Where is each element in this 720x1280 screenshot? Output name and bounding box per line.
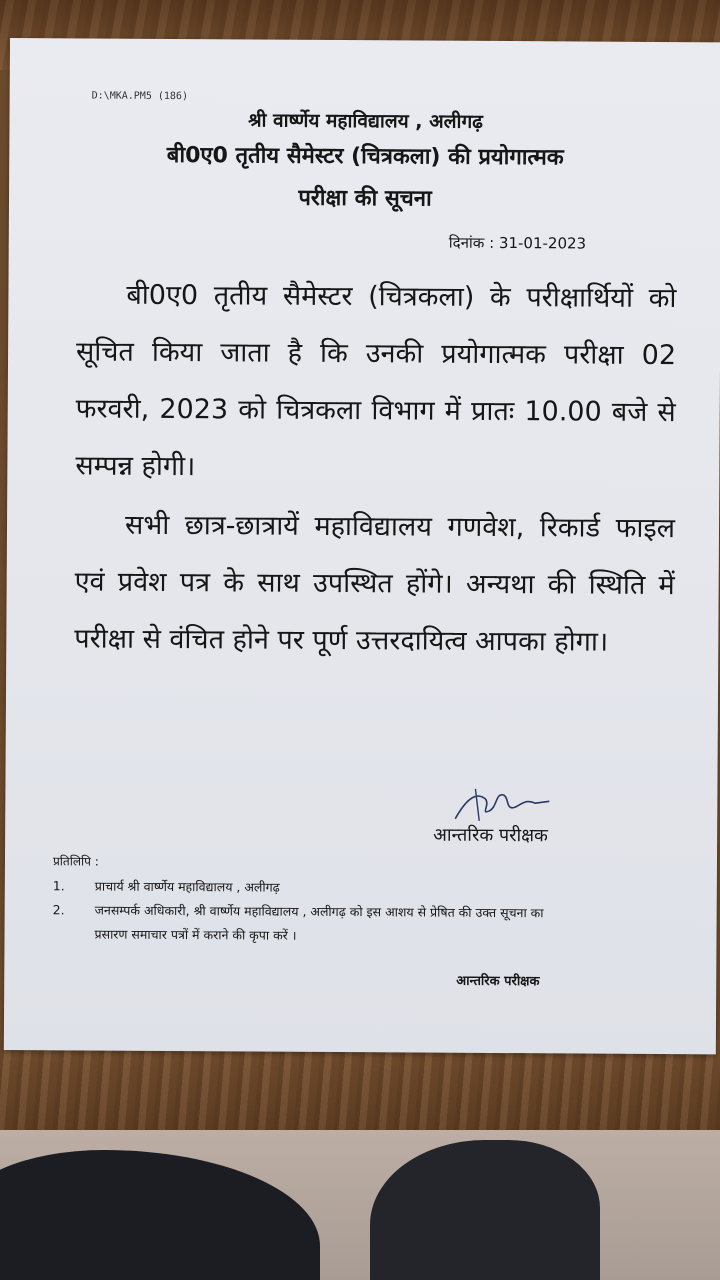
signatory-title: आन्तरिक परीक्षक [433,824,548,847]
list-item [53,876,683,900]
copy-text-continuation: प्रसारण समाचार पत्रों में कराने की कृपा करें । [94,926,297,943]
copy-text: जनसम्पर्क अधिकारी, श्री वार्ष्णेय महाविद्यालय , अलीगढ़ को इस आशय से प्रेषित की उक्त सूचना का [94,902,544,921]
copy-number: 1. [52,878,65,894]
copy-list [52,876,682,948]
notice-body [74,266,676,671]
list-item [53,900,683,924]
copy-to-label: प्रतिलिपि : [52,854,99,869]
copy-number: 2. [52,902,65,918]
notice-date: दिनांक : 31-01-2023 [448,233,587,253]
notice-title-line2: परीक्षा की सूचना [298,185,432,212]
notice-paragraph-2: सभी छात्र-छात्रायें महाविद्यालय गणवेश, रिकार्ड फाइल एवं प्रवेश पत्र के साथ उपस्थित होंगे। अन्यथा की स्थिति में परीक्षा से वंचित होने पर पूर्ण उत्तरदायित्व आपका होगा। [74,509,676,658]
notice-paragraph-1: बी0ए0 तृतीय सैमेस्टर (चित्रकला) के परीक्षार्थियों को सूचित किया जाता है कि उनकी प्रयोगात्मक परीक्षा 02 फरवरी, 2023 को चित्रकला विभाग में प्रातः 10.00 बजे से सम्पन्न होगी। [75,279,677,483]
signatory-title-bottom: आन्तरिक परीक्षक [456,973,540,990]
college-name: श्री वार्ष्णेय महाविद्यालय , अलीगढ़ [248,109,483,133]
notice-title-line1: बी0ए0 तृतीय सैमेस्टर (चित्रकला) की प्रयोगात्मक [166,142,564,171]
file-reference: D:\MKA.PM5 (186) [91,90,189,103]
notice-paper [4,38,720,1054]
copy-text: प्राचार्य श्री वार्ष्णेय महाविद्यालय , अलीगढ़ [94,878,280,895]
